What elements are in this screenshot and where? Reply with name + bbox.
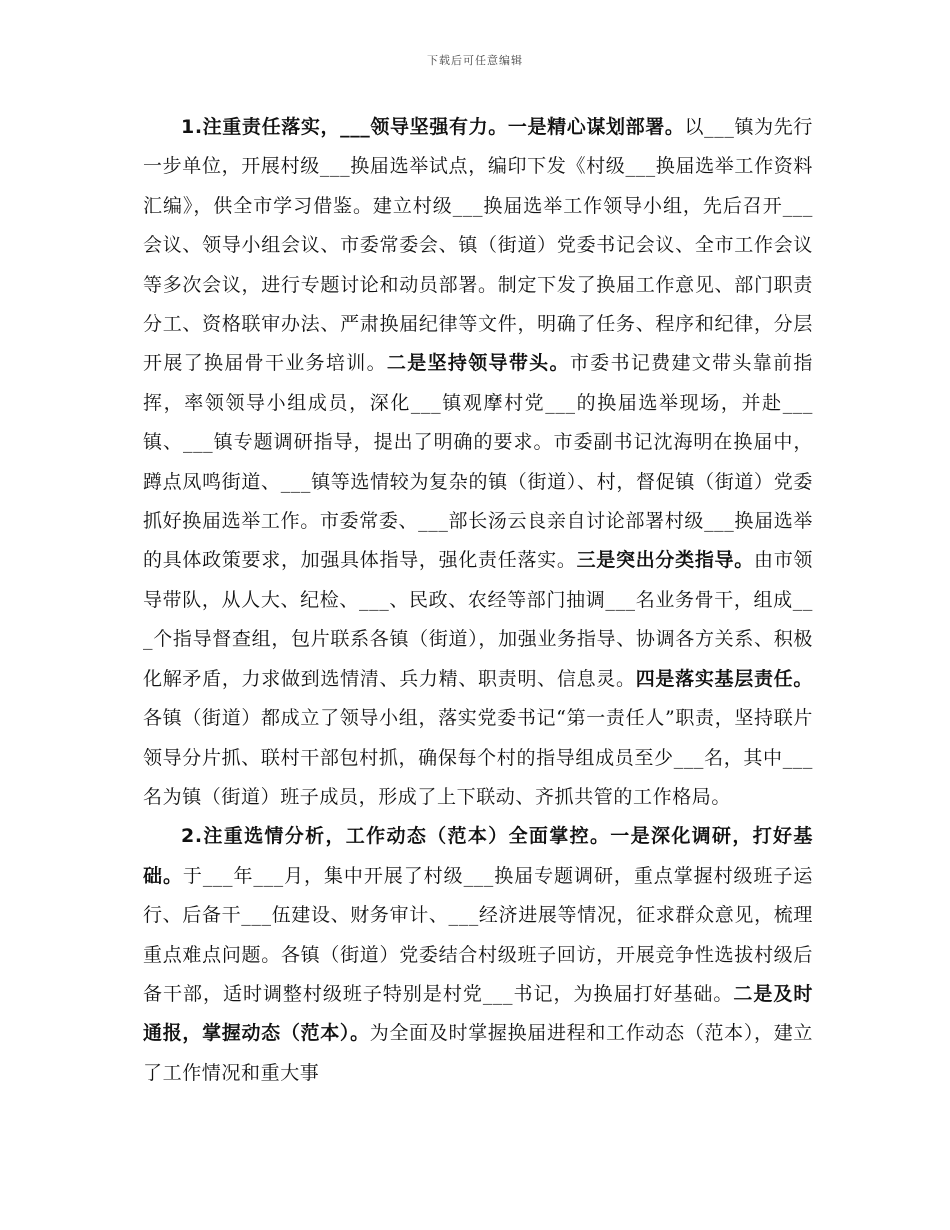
body-text: 以___镇为先行一步单位，开展村级___换届选举试点，编印下发《村级___换届选举工作资料汇编》，供全市学习借鉴。建立村级___换届选举工作领导小组，先后召开___会议、领导小组会议、市委常委会、镇（街道）党委书记会议、全市工作会议等多次会议，进行专题讨论和动员部署。制定下发了换届工作意见、部门职责分工、资格联审办法、严肃换届纪律等文件，明确了任务、程序和纪律，分层开展了换届骨干业务培训。: [143, 116, 813, 375]
heading-text: 三是突出分类指导。: [576, 549, 754, 572]
heading-text: 四是落实基层责任。: [635, 667, 813, 690]
paragraph-1: [143, 108, 813, 817]
paragraph-2: [143, 817, 813, 1093]
heading-text: 二是及时通报，掌握动态（范本）。: [143, 982, 813, 1045]
body-text: 由市领导带队，从人大、纪检、___、民政、农经等部门抽调___名业务骨干，组成___个指导督查组，包片联系各镇（街道），加强业务指导、协调各方关系、积极化解矛盾，力求做到选情清、兵力精、职责明、信息灵。: [143, 549, 814, 690]
heading-text: 1.注重责任落实，___领导坚强有力。一是精心谋划部署。: [181, 116, 685, 138]
body-text: 为全面及时掌握换届进程和工作动态（范本），建立了工作情况和重大事: [143, 1022, 813, 1084]
body-text: 于___年___月，集中开展了村级___换届专题调研，重点掌握村级班子运行、后备干___伍建设、财务审计、___经济进展等情况，征求群众意见，梳理重点难点问题。各镇（街道）党委结合村级班子回访，开展竞争性选拔村级后备干部，适时调整村级班子特别是村党___书记，为换届打好基础。: [143, 864, 813, 1005]
heading-text: 2.注重选情分析，工作动态（范本）全面掌控。一是深化调研，打好基础。: [143, 825, 813, 887]
heading-text: 二是坚持领导带头。: [386, 352, 570, 375]
body-text: 市委书记费建文带头靠前指挥，率领领导小组成员，深化___镇观摩村党___的换届选举现场，并赴___镇、___镇专题调研指导，提出了明确的要求。市委副书记沈海明在换届中，蹲点凤鸣街道、___镇等选情较为复杂的镇（街道）、村，督促镇（街道）党委抓好换届选举工作。市委常委、___部长汤云良亲自讨论部署村级___换届选举的具体政策要求，加强具体指导，强化责任落实。: [143, 352, 814, 572]
page-header: 下载后可任意编辑: [427, 54, 523, 67]
body-text: 各镇（街道）都成立了领导小组，落实党委书记“第一责任人”职责，坚持联片领导分片抓、联村干部包村抓，确保每个村的指导组成员至少___名，其中___名为镇（街道）班子成员，形成了上下联动、齐抓共管的工作格局。: [143, 707, 813, 808]
document-body: [143, 108, 813, 1093]
